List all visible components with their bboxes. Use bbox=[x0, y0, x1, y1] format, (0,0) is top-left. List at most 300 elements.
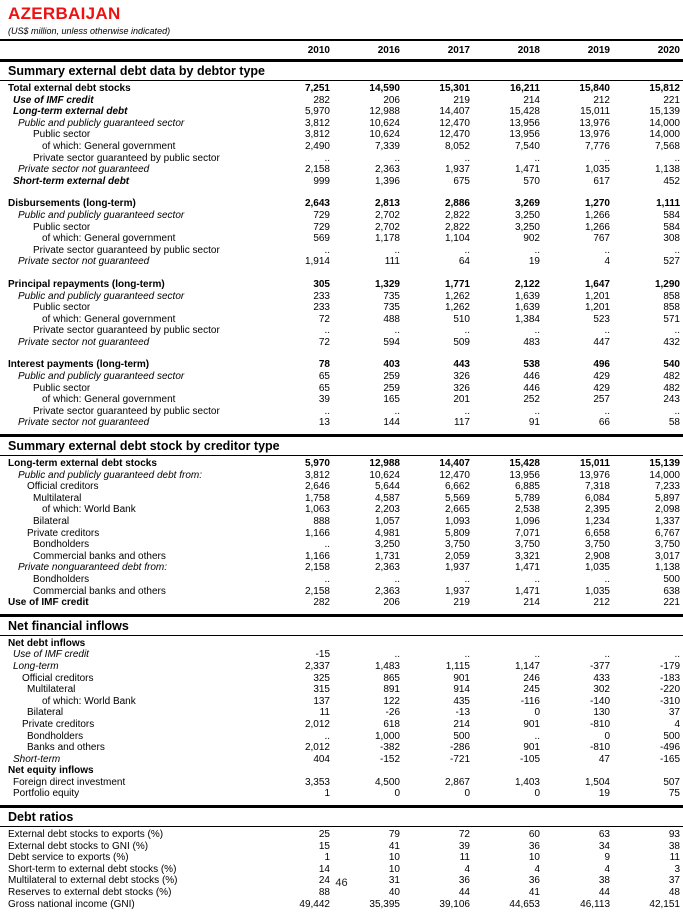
table-section bbox=[0, 805, 683, 915]
value-cell: .. bbox=[464, 405, 470, 417]
value-cell: 39 bbox=[458, 840, 470, 852]
value-cell: 13,976 bbox=[579, 117, 610, 129]
table-row bbox=[0, 106, 683, 118]
value-cell: 1,771 bbox=[444, 278, 470, 290]
value-cell bbox=[263, 638, 333, 650]
value-cell: 500 bbox=[663, 573, 680, 585]
value-cell: 1,937 bbox=[444, 164, 470, 176]
value-cell: 36 bbox=[458, 875, 470, 887]
value-cell: 500 bbox=[663, 730, 680, 742]
value-cell: 7,568 bbox=[654, 140, 680, 152]
table-section bbox=[0, 614, 683, 805]
value-cell: 282 bbox=[313, 597, 330, 609]
value-cell: 7,339 bbox=[374, 140, 400, 152]
value-cell: 1,914 bbox=[304, 256, 330, 268]
value-cell: 31 bbox=[388, 875, 400, 887]
table-row bbox=[0, 394, 683, 406]
value-cell: 38 bbox=[598, 875, 610, 887]
row-label: Public sector bbox=[33, 221, 91, 233]
value-cell: 15,840 bbox=[579, 83, 610, 94]
year-column-header: 2020 bbox=[657, 45, 680, 56]
value-cell: 15,011 bbox=[579, 458, 610, 470]
value-cell: 2,665 bbox=[444, 504, 470, 516]
value-cell: 1,063 bbox=[304, 504, 330, 516]
value-cell: -116 bbox=[520, 695, 540, 707]
value-cell: 1,403 bbox=[514, 776, 540, 788]
value-cell: 15,139 bbox=[649, 106, 680, 118]
value-cell: 10 bbox=[528, 852, 540, 864]
value-cell: 433 bbox=[593, 672, 610, 684]
row-label: Private sector not guaranteed bbox=[18, 336, 150, 348]
value-cell bbox=[333, 638, 403, 650]
value-cell bbox=[263, 765, 333, 777]
value-cell: 429 bbox=[593, 382, 610, 394]
value-cell: 5,970 bbox=[304, 458, 330, 470]
value-cell: 594 bbox=[383, 336, 400, 348]
value-cell: 0 bbox=[534, 788, 540, 800]
row-label: Net equity inflows bbox=[8, 765, 94, 777]
value-cell: 25 bbox=[318, 829, 330, 841]
year-column-header: 2019 bbox=[587, 45, 610, 56]
row-label: Reserves to external debt stocks (%) bbox=[8, 887, 172, 899]
value-cell: 1,266 bbox=[584, 209, 610, 221]
value-cell: .. bbox=[534, 730, 540, 742]
value-cell: 13,956 bbox=[509, 117, 540, 129]
value-cell: 2,059 bbox=[444, 550, 470, 562]
row-label: Private nonguaranteed debt from: bbox=[18, 562, 167, 574]
value-cell: .. bbox=[604, 405, 610, 417]
page-number: 46 bbox=[335, 877, 348, 889]
value-cell: .. bbox=[394, 325, 400, 337]
row-label: Public sector bbox=[33, 382, 91, 394]
row-group bbox=[0, 279, 683, 349]
row-label: Private sector guaranteed by public sector bbox=[33, 325, 220, 337]
table-row bbox=[0, 528, 683, 540]
row-label: Private creditors bbox=[22, 718, 95, 730]
row-label: Bondholders bbox=[33, 539, 90, 551]
table-row bbox=[0, 754, 683, 766]
value-cell: 14,000 bbox=[649, 469, 680, 481]
value-cell: 4 bbox=[534, 863, 540, 875]
value-cell: 618 bbox=[383, 718, 400, 730]
value-cell: .. bbox=[534, 325, 540, 337]
table-row bbox=[0, 551, 683, 563]
value-cell: 79 bbox=[388, 829, 400, 841]
value-cell: 901 bbox=[453, 672, 470, 684]
table-row bbox=[0, 516, 683, 528]
value-cell: 212 bbox=[593, 597, 610, 609]
value-cell: 137 bbox=[313, 695, 330, 707]
value-cell: .. bbox=[604, 649, 610, 661]
value-cell: 10 bbox=[388, 863, 400, 875]
table-row bbox=[0, 256, 683, 268]
value-cell: 2,702 bbox=[374, 209, 400, 221]
value-cell: 3,353 bbox=[304, 776, 330, 788]
value-cell: 571 bbox=[663, 313, 680, 325]
value-cell: 507 bbox=[663, 776, 680, 788]
value-cell: 34 bbox=[598, 840, 610, 852]
value-cell: 14,407 bbox=[439, 458, 470, 470]
value-cell: 2,363 bbox=[374, 562, 400, 574]
value-cell: 12,988 bbox=[369, 106, 400, 118]
value-cell: 10 bbox=[388, 852, 400, 864]
table-row bbox=[0, 707, 683, 719]
value-cell: -140 bbox=[589, 695, 610, 707]
value-cell: 7,251 bbox=[304, 83, 330, 94]
value-cell: 7,776 bbox=[584, 140, 610, 152]
value-cell bbox=[543, 638, 613, 650]
value-cell: -13 bbox=[455, 707, 470, 719]
value-cell: 11 bbox=[319, 707, 330, 719]
year-column-header: 2016 bbox=[377, 45, 400, 56]
value-cell: 259 bbox=[383, 371, 400, 383]
value-cell: 404 bbox=[313, 753, 330, 765]
value-cell: 3,750 bbox=[584, 539, 610, 551]
value-cell: 1,178 bbox=[374, 233, 400, 245]
table-row bbox=[0, 210, 683, 222]
value-cell: .. bbox=[464, 152, 470, 164]
row-label: Official creditors bbox=[22, 672, 94, 684]
value-cell: 888 bbox=[313, 516, 330, 527]
row-label: of which: General government bbox=[42, 394, 176, 406]
value-cell: 1,266 bbox=[584, 221, 610, 233]
value-cell: -721 bbox=[449, 753, 470, 765]
value-cell bbox=[333, 765, 403, 777]
row-label: Private sector guaranteed by public sector bbox=[33, 405, 220, 417]
row-label: Private creditors bbox=[27, 527, 100, 539]
value-cell: -179 bbox=[659, 660, 680, 672]
value-cell: 11 bbox=[669, 852, 680, 864]
value-cell: 729 bbox=[313, 209, 330, 221]
value-cell: -220 bbox=[659, 684, 680, 696]
row-label: Public and publicly guaranteed debt from: bbox=[18, 469, 203, 481]
value-cell: .. bbox=[394, 244, 400, 256]
value-cell: 729 bbox=[313, 221, 330, 233]
row-label: Use of IMF credit bbox=[13, 649, 89, 661]
value-cell: 3,750 bbox=[654, 539, 680, 551]
table-row bbox=[0, 649, 683, 661]
value-cell: 60 bbox=[528, 829, 540, 841]
row-label: Interest payments (long-term) bbox=[8, 359, 150, 371]
value-cell: .. bbox=[674, 152, 680, 164]
value-cell: 429 bbox=[593, 371, 610, 383]
value-cell: 1,138 bbox=[654, 562, 680, 574]
value-cell: 483 bbox=[523, 336, 540, 348]
row-label: Portfolio equity bbox=[13, 788, 80, 800]
value-cell: 64 bbox=[458, 256, 470, 268]
table-row bbox=[0, 383, 683, 395]
value-cell: 259 bbox=[383, 382, 400, 394]
value-cell: 49,442 bbox=[299, 898, 330, 910]
value-cell: 584 bbox=[663, 221, 680, 233]
value-cell bbox=[473, 638, 543, 650]
value-cell: 2,538 bbox=[514, 504, 540, 516]
value-cell: 13,976 bbox=[579, 469, 610, 481]
value-cell: -165 bbox=[659, 753, 680, 765]
row-label: Short-term to external debt stocks (%) bbox=[8, 863, 177, 875]
value-cell: .. bbox=[324, 573, 330, 585]
value-cell: 19 bbox=[528, 256, 540, 268]
value-cell: 36 bbox=[528, 840, 540, 852]
value-cell: 144 bbox=[383, 417, 400, 429]
year-column-header: 2017 bbox=[447, 45, 470, 56]
table-row bbox=[0, 638, 683, 650]
value-cell: 1,471 bbox=[514, 164, 540, 176]
value-cell: 7,540 bbox=[514, 140, 540, 152]
row-label: Gross national income (GNI) bbox=[8, 898, 135, 910]
table-row bbox=[0, 765, 683, 777]
table-row bbox=[0, 245, 683, 257]
value-cell: .. bbox=[324, 539, 330, 551]
value-cell: 538 bbox=[523, 359, 540, 371]
table-row bbox=[0, 696, 683, 708]
table-row bbox=[0, 153, 683, 165]
value-cell: 122 bbox=[383, 695, 400, 707]
value-cell: .. bbox=[674, 649, 680, 661]
row-label: Use of IMF credit bbox=[13, 94, 94, 106]
value-cell: 72 bbox=[458, 829, 470, 841]
value-cell: 2,158 bbox=[304, 164, 330, 176]
row-label: Public sector bbox=[33, 129, 91, 141]
value-cell: 1,035 bbox=[584, 164, 610, 176]
value-cell: -26 bbox=[385, 707, 400, 719]
value-cell: .. bbox=[464, 649, 470, 661]
table-row bbox=[0, 314, 683, 326]
value-cell: 0 bbox=[604, 730, 610, 742]
value-cell: 72 bbox=[318, 336, 330, 348]
value-cell: 2,886 bbox=[444, 198, 470, 210]
value-cell: .. bbox=[324, 730, 330, 742]
value-cell: 2,867 bbox=[444, 776, 470, 788]
row-label: Official creditors bbox=[27, 481, 99, 493]
value-cell: 1,093 bbox=[444, 516, 470, 527]
year-column-header: 2018 bbox=[517, 45, 540, 56]
row-label: Public and publicly guaranteed sector bbox=[18, 117, 185, 129]
value-cell: 2,395 bbox=[584, 504, 610, 516]
value-cell: 326 bbox=[453, 382, 470, 394]
value-cell: 0 bbox=[394, 788, 400, 800]
value-cell: 3,750 bbox=[444, 539, 470, 551]
value-cell: 206 bbox=[383, 94, 400, 106]
table-row bbox=[0, 470, 683, 482]
value-cell: 246 bbox=[523, 672, 540, 684]
table-row bbox=[0, 777, 683, 789]
value-cell: 233 bbox=[313, 302, 330, 314]
value-cell: 1 bbox=[324, 788, 330, 800]
row-label: Bilateral bbox=[33, 516, 70, 527]
value-cell: 13,976 bbox=[579, 129, 610, 141]
value-cell: 1,057 bbox=[374, 516, 400, 527]
value-cell: 1,483 bbox=[374, 660, 400, 672]
row-label: Public and publicly guaranteed sector bbox=[18, 290, 185, 302]
value-cell: 12,988 bbox=[369, 458, 400, 470]
value-cell: .. bbox=[394, 573, 400, 585]
table-row bbox=[0, 164, 683, 176]
value-cell: 111 bbox=[384, 256, 400, 268]
value-cell: 302 bbox=[593, 684, 610, 696]
value-cell: 4,981 bbox=[374, 527, 400, 539]
table-row bbox=[0, 359, 683, 371]
row-label: External debt stocks to exports (%) bbox=[8, 829, 164, 841]
value-cell: 1,290 bbox=[654, 278, 680, 290]
value-cell: 482 bbox=[663, 371, 680, 383]
value-cell: 39 bbox=[318, 394, 330, 406]
value-cell: 4 bbox=[674, 718, 680, 730]
row-group bbox=[0, 83, 683, 187]
value-cell: 252 bbox=[523, 394, 540, 406]
section-header: Summary external debt data by debtor type bbox=[0, 62, 683, 81]
year-column-header: 2010 bbox=[307, 45, 330, 56]
value-cell: 282 bbox=[313, 94, 330, 106]
table-row bbox=[0, 731, 683, 743]
value-cell: 2,822 bbox=[444, 221, 470, 233]
value-cell: 510 bbox=[453, 313, 470, 325]
value-cell: 14,000 bbox=[649, 117, 680, 129]
value-cell: 41 bbox=[528, 887, 540, 899]
row-label: Use of IMF credit bbox=[8, 597, 89, 609]
value-cell: -105 bbox=[519, 753, 540, 765]
value-cell: 10,624 bbox=[369, 129, 400, 141]
value-cell: .. bbox=[464, 573, 470, 585]
value-cell: 1,138 bbox=[654, 164, 680, 176]
value-cell: 6,767 bbox=[654, 527, 680, 539]
value-cell: .. bbox=[674, 405, 680, 417]
table-row bbox=[0, 291, 683, 303]
row-label: of which: World Bank bbox=[42, 504, 136, 516]
value-cell: 2,363 bbox=[374, 585, 400, 597]
value-cell: 2,122 bbox=[514, 278, 540, 290]
value-cell: 2,813 bbox=[374, 198, 400, 210]
table-row bbox=[0, 539, 683, 551]
value-cell: 9 bbox=[604, 852, 610, 864]
value-cell: 93 bbox=[668, 829, 680, 841]
value-cell: 1,337 bbox=[654, 516, 680, 527]
value-cell: 2,643 bbox=[304, 198, 330, 210]
value-cell: 14,000 bbox=[649, 129, 680, 141]
value-cell: 212 bbox=[593, 94, 610, 106]
value-cell: 36 bbox=[528, 875, 540, 887]
sections bbox=[0, 59, 683, 915]
value-cell: 44 bbox=[458, 887, 470, 899]
table-row bbox=[0, 458, 683, 470]
value-cell: 201 bbox=[453, 394, 470, 406]
value-cell: 15,812 bbox=[649, 83, 680, 94]
value-cell: -496 bbox=[659, 742, 680, 754]
value-cell: 2,098 bbox=[654, 504, 680, 516]
row-label: Long-term external debt bbox=[13, 106, 128, 118]
value-cell: 14 bbox=[318, 863, 330, 875]
value-cell: 40 bbox=[388, 887, 400, 899]
value-cell: 15,428 bbox=[509, 458, 540, 470]
value-cell: 91 bbox=[528, 417, 540, 429]
value-cell: 15,139 bbox=[649, 458, 680, 470]
value-cell: 72 bbox=[318, 313, 330, 325]
value-cell: 4 bbox=[464, 863, 470, 875]
value-cell: 315 bbox=[313, 684, 330, 696]
value-cell: 1,035 bbox=[584, 562, 610, 574]
value-cell: 2,203 bbox=[374, 504, 400, 516]
row-group bbox=[0, 359, 683, 429]
value-cell: 37 bbox=[668, 707, 680, 719]
table-row bbox=[0, 406, 683, 418]
value-cell: 66 bbox=[598, 417, 610, 429]
table-row bbox=[0, 829, 683, 841]
value-cell: 37 bbox=[668, 875, 680, 887]
value-cell bbox=[403, 765, 473, 777]
value-cell: .. bbox=[604, 573, 610, 585]
value-cell: 65 bbox=[318, 371, 330, 383]
value-cell: -15 bbox=[315, 649, 330, 661]
value-cell: .. bbox=[394, 649, 400, 661]
table-row bbox=[0, 504, 683, 516]
value-cell: 891 bbox=[383, 684, 400, 696]
value-cell: 6,662 bbox=[444, 481, 470, 493]
table-row bbox=[0, 493, 683, 505]
value-cell: 617 bbox=[593, 175, 610, 187]
value-cell: 858 bbox=[663, 290, 680, 302]
value-cell: 1,096 bbox=[514, 516, 540, 527]
value-cell: 88 bbox=[318, 887, 330, 899]
value-cell: 4,500 bbox=[374, 776, 400, 788]
row-label: Principal repayments (long-term) bbox=[8, 278, 165, 290]
value-cell: 4,587 bbox=[374, 492, 400, 504]
row-label: Public sector bbox=[33, 302, 91, 314]
value-cell: 35,395 bbox=[369, 898, 400, 910]
value-cell: 3,321 bbox=[514, 550, 540, 562]
value-cell: 6,658 bbox=[584, 527, 610, 539]
value-cell: 14,407 bbox=[439, 106, 470, 118]
table-row bbox=[0, 586, 683, 598]
value-cell: 3,812 bbox=[304, 129, 330, 141]
value-cell: 901 bbox=[523, 718, 540, 730]
value-cell: 41 bbox=[388, 840, 400, 852]
table-row bbox=[0, 129, 683, 141]
row-group bbox=[0, 458, 683, 609]
value-cell: 8,052 bbox=[444, 140, 470, 152]
value-cell: 1 bbox=[324, 852, 330, 864]
value-cell: 1,471 bbox=[514, 562, 540, 574]
value-cell: .. bbox=[464, 325, 470, 337]
value-cell: -810 bbox=[589, 718, 610, 730]
row-group bbox=[0, 638, 683, 800]
value-cell: 233 bbox=[313, 290, 330, 302]
value-cell: .. bbox=[534, 244, 540, 256]
years-header-row bbox=[0, 41, 683, 59]
value-cell: 78 bbox=[318, 359, 330, 371]
value-cell: 3,269 bbox=[514, 198, 540, 210]
value-cell: 39,106 bbox=[439, 898, 470, 910]
value-cell: 2,702 bbox=[374, 221, 400, 233]
value-cell: 2,646 bbox=[304, 481, 330, 493]
value-cell: 1,104 bbox=[444, 233, 470, 245]
value-cell: 15,301 bbox=[439, 83, 470, 94]
table-row bbox=[0, 302, 683, 314]
value-cell: 584 bbox=[663, 209, 680, 221]
value-cell: 735 bbox=[383, 302, 400, 314]
row-label: Net debt inflows bbox=[8, 637, 86, 649]
value-cell: 44 bbox=[598, 887, 610, 899]
table-row bbox=[0, 841, 683, 853]
value-cell: 1,504 bbox=[584, 776, 610, 788]
value-cell: 13 bbox=[318, 417, 330, 429]
value-cell: 527 bbox=[663, 256, 680, 268]
value-cell: 1,111 bbox=[656, 198, 680, 210]
page-title: AZERBAIJAN bbox=[8, 4, 121, 23]
table-row bbox=[0, 371, 683, 383]
value-cell: 865 bbox=[383, 672, 400, 684]
value-cell: 7,071 bbox=[514, 527, 540, 539]
value-cell: 63 bbox=[598, 829, 610, 841]
